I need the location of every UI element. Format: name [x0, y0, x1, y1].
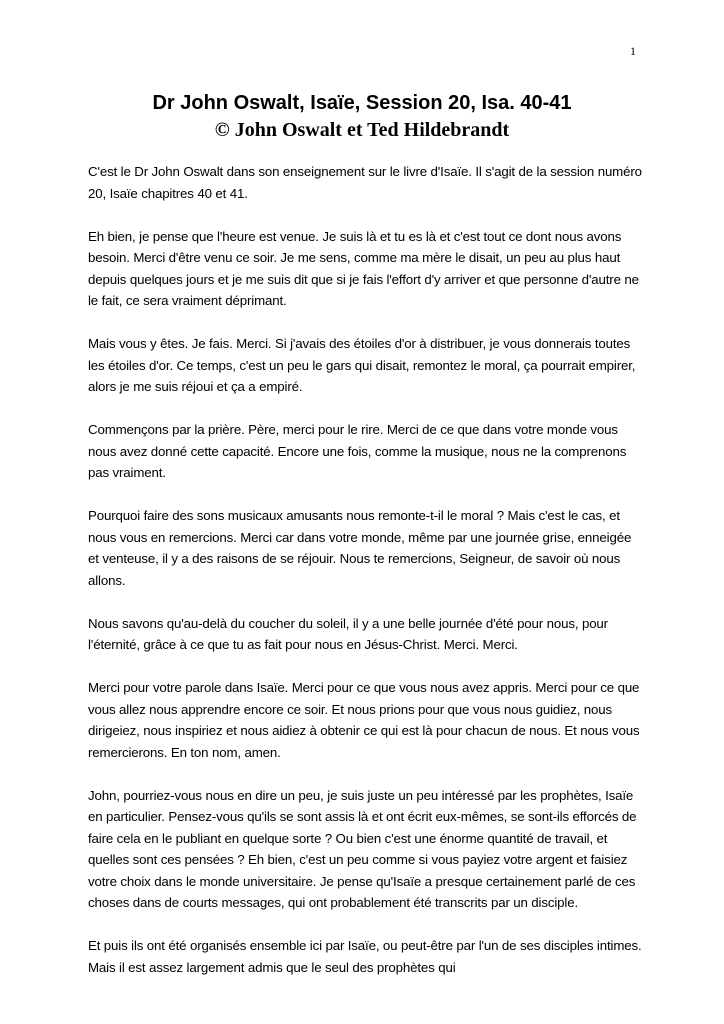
paragraph-intro: C'est le Dr John Oswalt dans son enseignement sur le livre d'Isaïe. Il s'agit de la session numéro 20, Isaïe chapitres 40 et 41.	[88, 164, 642, 201]
paragraph-organized: Et puis ils ont été organisés ensemble ici par Isaïe, ou peut-être par l'un de ses disciples intimes. Mais il est assez largement admis que le seul des prophètes qui	[88, 938, 642, 975]
page-number: 1	[630, 44, 636, 58]
document-title	[88, 90, 636, 144]
paragraph-opening: Eh bien, je pense que l'heure est venue. Je suis là et tu es là et c'est tout ce dont nous avons besoin. Merci d'être venu ce soir. Je me sens, comme ma mère le disait, un peu au plus haut depuis quelques jours et je me suis dit que si je fais l'effort d'y arriver et que personne d'autre ne le fait, ce sera vraiment déprimant.	[88, 228, 639, 308]
paragraph-thanks: Merci pour votre parole dans Isaïe. Merci pour ce que vous nous avez appris. Merci pour ce que vous allez nous apprendre encore ce soir. Et nous prions pour que vous nous guidiez, nous dirigeiez, nous inspiriez et nous aidiez à obtenir ce qui est là pour chacun de nous. Et nous vous remercierons. En ton nom, amen.	[88, 680, 640, 760]
paragraph-music: Pourquoi faire des sons musicaux amusants nous remonte-t-il le moral ? Mais c'est le cas, et nous vous en remercions. Merci car dans votre monde, même par une journée grise, enneigée et venteuse, il y a des raisons de se réjouir. Nous te remercions, Seigneur, de savoir où nous allons.	[88, 508, 632, 588]
paragraph-question: John, pourriez-vous nous en dire un peu, je suis juste un peu intéressé par les prophètes, Isaïe en particulier. Pensez-vous qu'ils se sont assis là et ont écrit eux-mêmes, se sont-ils efforcés de faire cela en le publiant en quelque sorte ? Ou bien c'est une énorme quantité de travail, et quelles sont ces pensées ? Eh bien, c'est un peu comme si vous payiez votre argent et faisiez votre choix dans le monde universitaire. Je pense qu'Isaïe a presque certainement parlé de ces choses dans de courts messages, qui ont probablement été transcrits par un disciple.	[88, 787, 637, 910]
paragraph-sunset: Nous savons qu'au-delà du coucher du soleil, il y a une belle journée d'été pour nous, pour l'éternité, grâce à ce que tu as fait pour nous en Jésus-Christ. Merci. Merci.	[88, 615, 608, 652]
paragraph-gold-stars: Mais vous y êtes. Je fais. Merci. Si j'avais des étoiles d'or à distribuer, je vous donnerais toutes les étoiles d'or. Ce temps, c'est un peu le gars qui disait, remontez le moral, ça pourrait empirer, alors je me suis réjoui et ça a empiré.	[88, 336, 636, 394]
paragraph-prayer: Commençons par la prière. Père, merci pour le rire. Merci de ce que dans votre monde vous nous avez donné cette capacité. Encore une fois, comme la musique, nous ne la comprenons pas vraiment.	[88, 422, 627, 480]
title-line-copyright: © John Oswalt et Ted Hildebrandt	[214, 119, 510, 141]
document-body	[88, 161, 642, 1000]
title-line-session: Dr John Oswalt, Isaïe, Session 20, Isa. 40-41	[152, 92, 572, 114]
